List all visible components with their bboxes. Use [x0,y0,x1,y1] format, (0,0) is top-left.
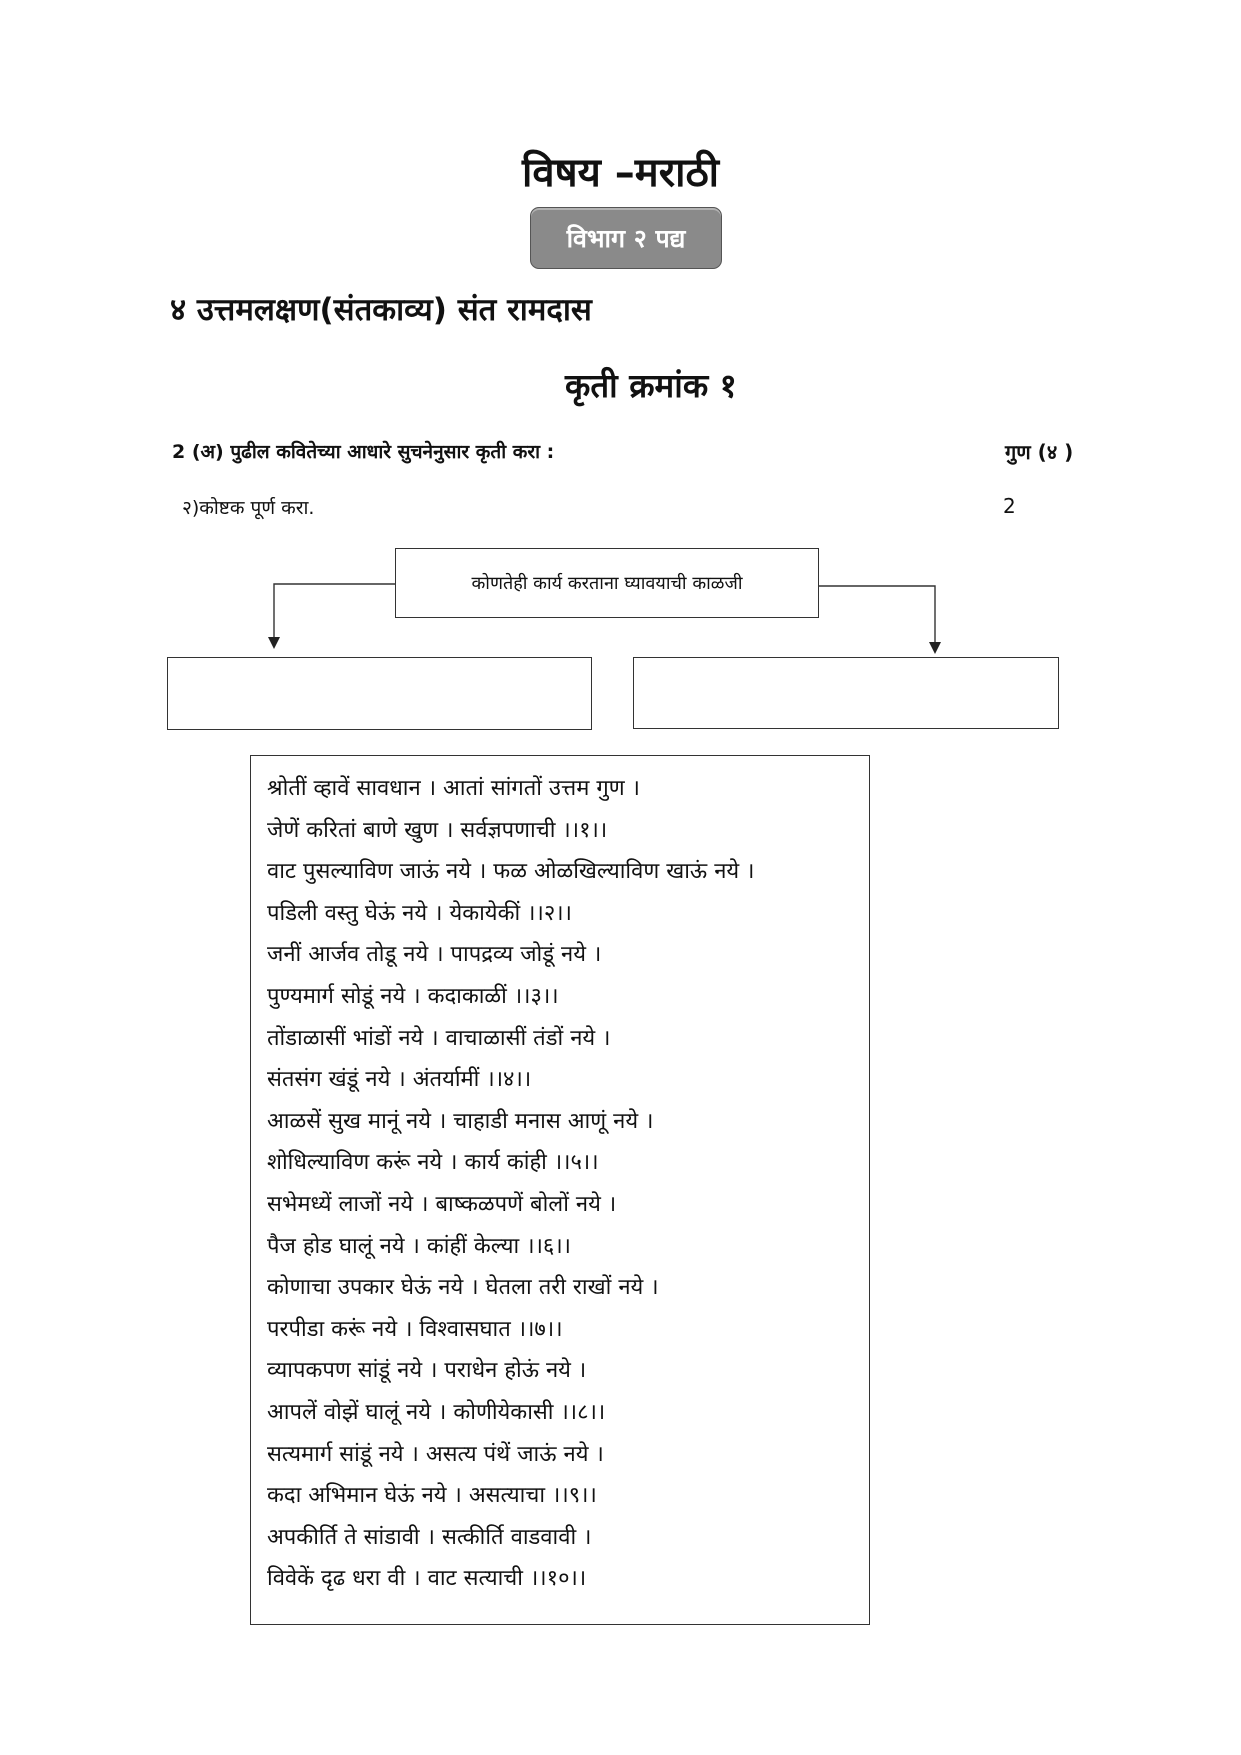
poem-line: पुण्यमार्ग सोडूं नये । कदाकाळीं ।।३।। [267,983,559,1009]
poem-line: आपलें वोझें घालूं नये । कोणीयेकासी ।।८।। [267,1399,606,1425]
poem-line: शोधिल्याविण करूं नये । कार्य कांही ।।५।। [267,1150,599,1176]
sub-question-marks: 2 [1003,494,1016,518]
answer-box-right[interactable] [633,657,1059,729]
activity-title: कृती क्रमांक १ [565,366,737,405]
right-connector-line [819,586,935,643]
page-title: विषय –मराठी [521,150,720,196]
question-marks: गुण (४ ) [1005,440,1074,464]
poem-line: अपकीर्ति ते सांडावी । सत्कीर्ति वाडवावी । [267,1524,592,1550]
concept-box [395,548,819,618]
poem-line: पडिली वस्तु घेऊं नये । येकायेकीं ।।२।। [267,900,572,926]
poem-line: जेणें करितां बाणे खुण । सर्वज्ञपणाची ।।१।। [267,817,608,843]
poem-line: संतसंग खंडूं नये । अंतर्यामीं ।।४।। [267,1067,532,1093]
poem-line: व्यापकपण सांडूं नये । पराधेन होऊं नये । [267,1358,587,1384]
right-arrow-head [929,642,941,654]
poem-line: सत्यमार्ग सांडूं नये । असत्य पंथें जाऊं नये । [267,1441,604,1467]
concept-box-label: कोणतेही कार्य करताना घ्यावयाची काळजी [471,573,743,594]
poem-line: परपीडा करूं नये । विश्वासघात ।।७।। [267,1316,563,1342]
poem-line: आळसें सुख मानूं नये । चाहाडी मनास आणूं नये । [267,1108,654,1134]
question-instruction: 2 (अ) पुढील कवितेच्या आधारे सुचनेनुसार कृती करा : [172,441,555,463]
left-arrow-head [268,637,280,649]
answer-box-left[interactable] [167,657,592,730]
sub-question-instruction: २)कोष्टक पूर्ण करा. [182,497,315,519]
poem-line: श्रोतीं व्हावें सावधान । आतां सांगतों उत्तम गुण । [267,776,640,801]
diagram-connectors [0,0,1241,760]
poem-line: सभेमध्यें लाजों नये । बाष्कळपणें बोलों नये । [267,1191,617,1217]
poem-line: कदा अभिमान घेऊं नये । असत्याचा ।।९।। [267,1483,597,1509]
poem-line: पैज होड घालूं नये । कांहीं केल्या ।।६।। [267,1233,572,1259]
poem-box [250,755,870,1625]
poem-line: कोणाचा उपकार घेऊं नये । घेतला तरी राखों नये । [267,1275,659,1301]
poem-line: वाट पुसल्याविण जाऊं नये । फळ ओळखिल्याविण खाऊं नये । [267,859,755,885]
section-badge-label: विभाग २ पद्य [566,224,686,253]
poem-line: जनीं आर्जव तोडू नये । पापद्रव्य जोडूं नये । [267,942,602,968]
left-connector-line [274,584,395,638]
poem-line: विवेकें दृढ धरा वी । वाट सत्याची ।।१०।। [267,1566,587,1592]
poem-line: तोंडाळासीं भांडों नये । वाचाळासीं तंडों नये । [267,1025,611,1051]
lesson-title: ४ उत्तमलक्षण(संतकाव्य) संत रामदास [170,292,592,328]
